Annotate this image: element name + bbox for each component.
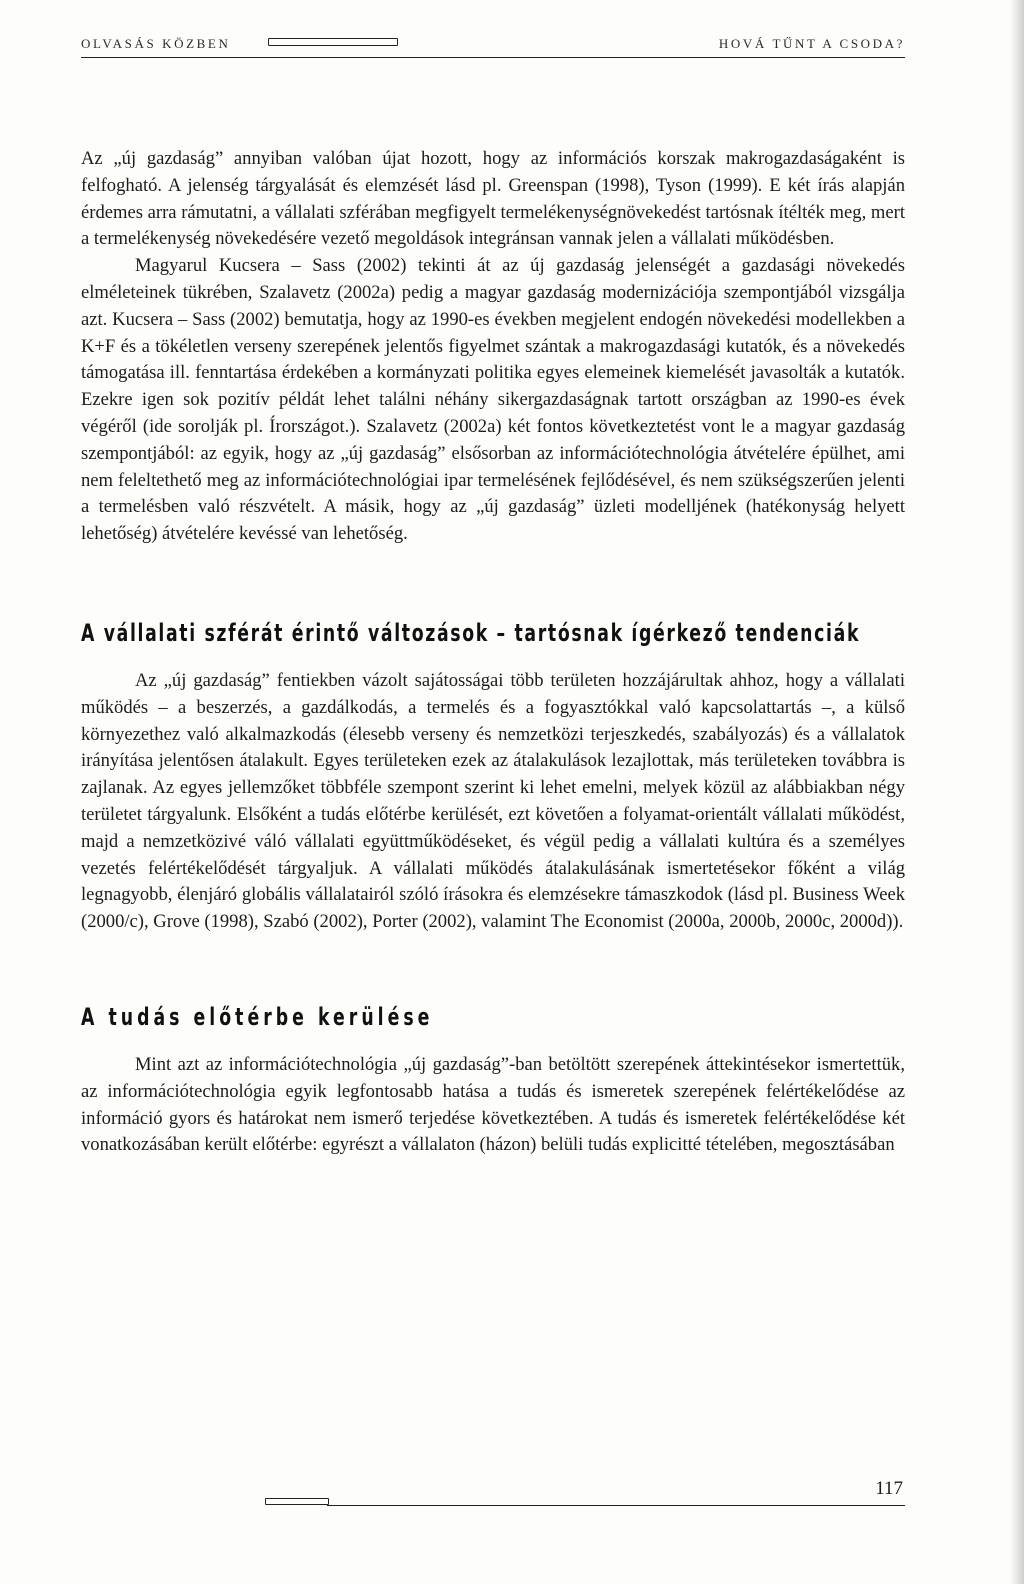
- header-ornament-bar: [268, 38, 398, 46]
- page-number: 117: [875, 1478, 903, 1499]
- body-paragraph: Magyarul Kucsera – Sass (2002) tekinti át az új gazdaság jelenségét a gazdasági növekedés elméleteinek tükrében, Szalavetz (2002a) pedig a magyar gazdaság modernizációja szempontjából vizsgálja azt. Kucsera – Sass (2002) bemutatja, hogy az 1990-es években megjelent endogén növekedési modellekben a K+F és a tökéletlen verseny szerepének jelentős figyelmet szántak a makrogazdasági kutatók, és a növekedés támogatása ill. fenntartása érdekében a kormányzati politika egyes elemeinek kiemelését javasolták a kutatók. Ezekre igen sok pozitív példát lehet találni néhány sikergazdaságnak tartott országban az 1990-es évek végéről (ide sorolják pl. Írországot.). Szalavetz (2002a) két fontos következtetést vont le a magyar gazdaság szempontjából: az egyik, hogy az „új gazdaság” elsősorban az információtechnológia átvételére épülhet, ami nem feleltethető meg az információtechnológiai ipar termelésének fejlődésével, és nem szükségszerűen jelenti a termelésben való részvételt. A másik, hogy az „új gazdaság” üzleti modelljének (hatékonyság helyett lehetőség) átvételére kevéssé van lehetőség.: [81, 255, 905, 545]
- page-footer: [265, 1478, 905, 1508]
- body-paragraph: Az „új gazdaság” annyiban valóban újat hozott, hogy az információs korszak makrogazdaságaként is felfogható. A jelenség tárgyalását és elemzését lásd pl. Greenspan (1998), Tyson (1999). E két írás alapján érdemes arra rámutatni, a vállalati szférában megfigyelt termelékenységnövekedést tartósnak ítélték meg, mert a termelékenység növekedésére vezető megoldások integránsan vannak jelen a vállalati működésben.: [81, 148, 905, 250]
- running-header-left-title: OLVASÁS KÖZBEN: [81, 36, 231, 51]
- footer-rule: [327, 1505, 905, 1506]
- section-heading: A tudás előtérbe kerülése: [81, 1002, 434, 1031]
- body-paragraph: Mint azt az információtechnológia „új gazdaság”-ban betöltött szerepének áttekintésekor ismertettük, az információtechnológia egyik legfontosabb hatása a tudás és ismeretek szerepének felértékelődése az információ gyors és határokat nem ismerő terjedése következtében. A tudás és ismeretek felértékelődése két vonatkozásában került előtérbe: egyrészt a vállalaton (házon) belüli tudás explicitté tételében, megosztásában: [81, 1053, 905, 1156]
- running-header: [81, 36, 905, 62]
- header-rule: [81, 57, 905, 58]
- body-paragraph: Az „új gazdaság” fentiekben vázolt sajátosságai több területen hozzájárultak ahhoz, hogy a vállalati működés – a beszerzés, a gazdálkodás, a termelés és a fogyasztókkal való kapcsolattartás –, a külső környezethez való alkalmazkodás (élesebb verseny és nemzetközi terjeszkedés, szabályozás) és a vállalatok irányítása jelentősen átalakult. Egyes területeken ezek az átalakulások lezajlottak, más területeken továbbra is zajlanak. Az egyes jellemzőket többféle szempont szerint ki lehet emelni, melyek közül az alábbiakban négy területet tárgyalunk. Elsőként a tudás előtérbe kerülését, ezt követően a folyamat-orientált vállalati működést, majd a nemzetközivé váló vállalati együttműködéseket, és végül pedig a vállalati kultúra és a személyes vezetés felértékelődését tárgyaljuk. A vállalati működés átalakulásának ismertetésekor főként a világ legnagyobb, élenjáró globális vállalatairól szóló írásokra és elemzésekre támaszkodok (lásd pl. Business Week (2000/c), Grove (1998), Szabó (2002), Porter (2002), valamint The Economist (2000a, 2000b, 2000c, 2000d)).: [81, 669, 905, 933]
- section-heading: A vállalati szférát érintő változások – tartósnak ígérkező tendenciák: [81, 618, 861, 647]
- page-edge-shadow: [1010, 0, 1024, 1584]
- running-header-right-title: HOVÁ TŰNT A CSODA?: [718, 36, 905, 51]
- footer-ornament-bar: [265, 1498, 329, 1505]
- page-content: [81, 146, 905, 1159]
